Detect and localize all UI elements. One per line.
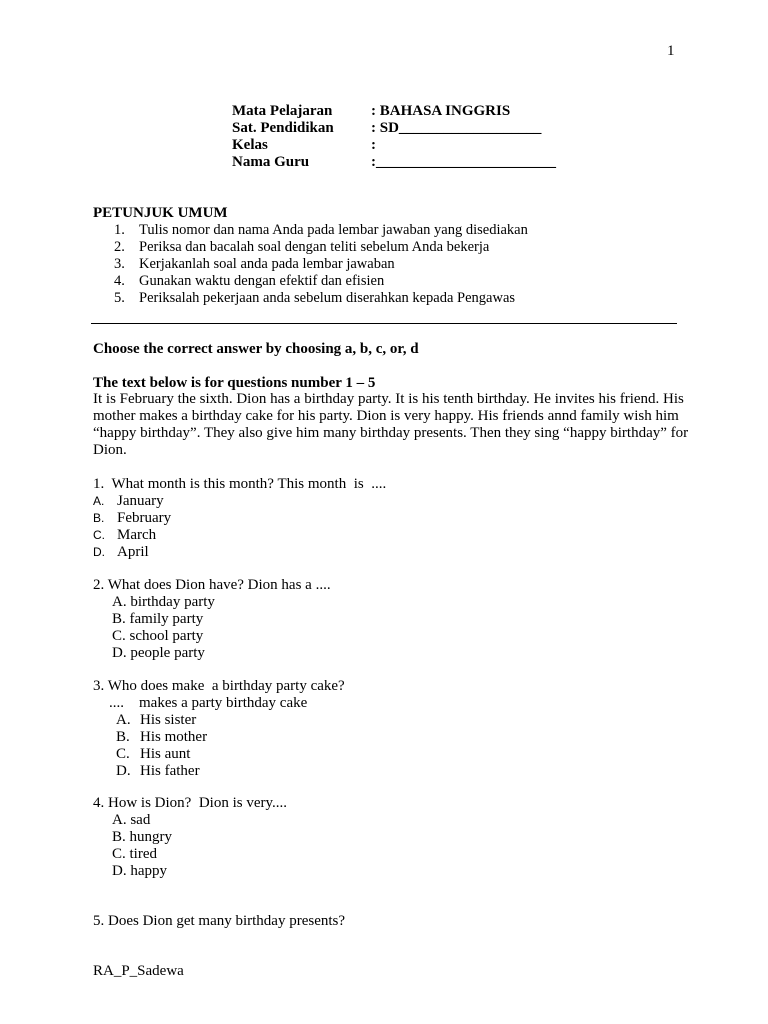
answer-option-d: D. happy — [112, 863, 167, 879]
option-text: April — [117, 544, 149, 560]
answer-option-d — [93, 544, 386, 561]
option-letter: D. — [93, 545, 105, 559]
answer-option-a — [93, 712, 345, 729]
question-4 — [93, 795, 287, 880]
list-item — [114, 256, 528, 273]
option-text: His father — [140, 763, 200, 779]
header-value: : SD___________________ — [371, 120, 542, 136]
header-label: Kelas — [232, 137, 268, 153]
list-item-text: Periksalah pekerjaan anda sebelum diserahkan kepada Pengawas — [139, 289, 516, 306]
question-2 — [93, 577, 331, 662]
horizontal-divider — [91, 323, 677, 324]
header-value: : — [371, 137, 376, 153]
header-value: : BAHASA INGGRIS — [371, 103, 511, 119]
answer-option-c: C. school party — [112, 628, 204, 644]
question-stem: 5. Does Dion get many birthday presents? — [93, 913, 346, 929]
option-letter: B. — [93, 511, 105, 525]
header-label: Nama Guru — [232, 154, 310, 170]
answer-option-d — [93, 763, 345, 780]
list-item — [114, 290, 528, 307]
option-text: His aunt — [140, 746, 191, 762]
list-item-number: 3. — [114, 255, 125, 272]
list-item-text: Gunakan waktu dengan efektif dan efisien — [139, 272, 385, 289]
list-item-text: Tulis nomor dan nama Anda pada lembar jawaban yang disediakan — [139, 222, 528, 238]
option-letter: D. — [116, 763, 131, 779]
answer-option-a: A. sad — [112, 812, 151, 828]
question-3 — [93, 678, 345, 780]
answer-option-b — [93, 729, 345, 746]
answer-option-c — [93, 746, 345, 763]
footer-author: RA_P_Sadewa — [93, 963, 184, 979]
header-label: Sat. Pendidikan — [232, 120, 334, 136]
list-item-number: 2. — [114, 238, 125, 255]
option-letter: B. — [116, 729, 130, 745]
header-row-class — [232, 137, 556, 154]
option-letter: A. — [93, 494, 105, 508]
reading-passage: It is February the sixth. Dion has a birthday party. It is his tenth birthday. He invites his friend. His mother makes a birthday cake for his party. Dion is very happy. His friends annd family wish him “happy birthday”. They also give him many birthday presents. Then they sing “happy birthday” for Dion. — [93, 391, 689, 458]
list-item-number: 4. — [114, 272, 125, 289]
reading-text-title: The text below is for questions number 1 – 5 — [93, 375, 376, 391]
question-5 — [93, 913, 345, 930]
answer-option-b: B. family party — [112, 611, 204, 627]
option-text: February — [117, 510, 172, 526]
list-item — [114, 222, 528, 239]
option-text: His sister — [140, 712, 197, 728]
option-text: January — [117, 493, 164, 509]
list-item — [114, 273, 528, 290]
general-instructions-list — [114, 222, 528, 307]
header-row-school — [232, 120, 556, 137]
header-label: Mata Pelajaran — [232, 103, 333, 119]
header-row-subject — [232, 103, 556, 120]
option-text: March — [117, 527, 157, 543]
list-item-text: Kerjakanlah soal anda pada lembar jawaban — [139, 255, 395, 272]
answer-option-b — [93, 510, 386, 527]
question-stem-continuation: .... makes a party birthday cake — [109, 695, 308, 711]
list-item — [114, 239, 528, 256]
question-stem: 3. Who does make a birthday party cake? — [93, 678, 345, 694]
header-row-teacher — [232, 154, 556, 171]
option-text: His mother — [140, 729, 208, 745]
answer-option-b: B. hungry — [112, 829, 172, 845]
option-letter: C. — [93, 528, 105, 542]
header-value: :________________________ — [371, 154, 556, 170]
list-item-number: 1. — [114, 222, 125, 238]
option-letter: A. — [116, 712, 131, 728]
general-instructions-title: PETUNJUK UMUM — [93, 205, 228, 221]
answer-instruction: Choose the correct answer by choosing a, b, c, or, d — [93, 341, 419, 357]
answer-option-c — [93, 527, 386, 544]
answer-option-a: A. birthday party — [112, 594, 215, 610]
answer-option-a — [93, 493, 386, 510]
answer-option-d: D. people party — [112, 645, 205, 661]
list-item-number: 5. — [114, 289, 125, 306]
question-stem: 1. What month is this month? This month is .... — [93, 476, 387, 492]
option-letter: C. — [116, 746, 130, 762]
exam-header — [232, 103, 556, 171]
question-stem: 4. How is Dion? Dion is very.... — [93, 795, 288, 811]
page-number: 1 — [667, 43, 675, 59]
list-item-text: Periksa dan bacalah soal dengan teliti sebelum Anda bekerja — [139, 238, 490, 255]
answer-option-c: C. tired — [112, 846, 157, 862]
question-1 — [93, 476, 386, 561]
question-stem: 2. What does Dion have? Dion has a .... — [93, 577, 331, 593]
